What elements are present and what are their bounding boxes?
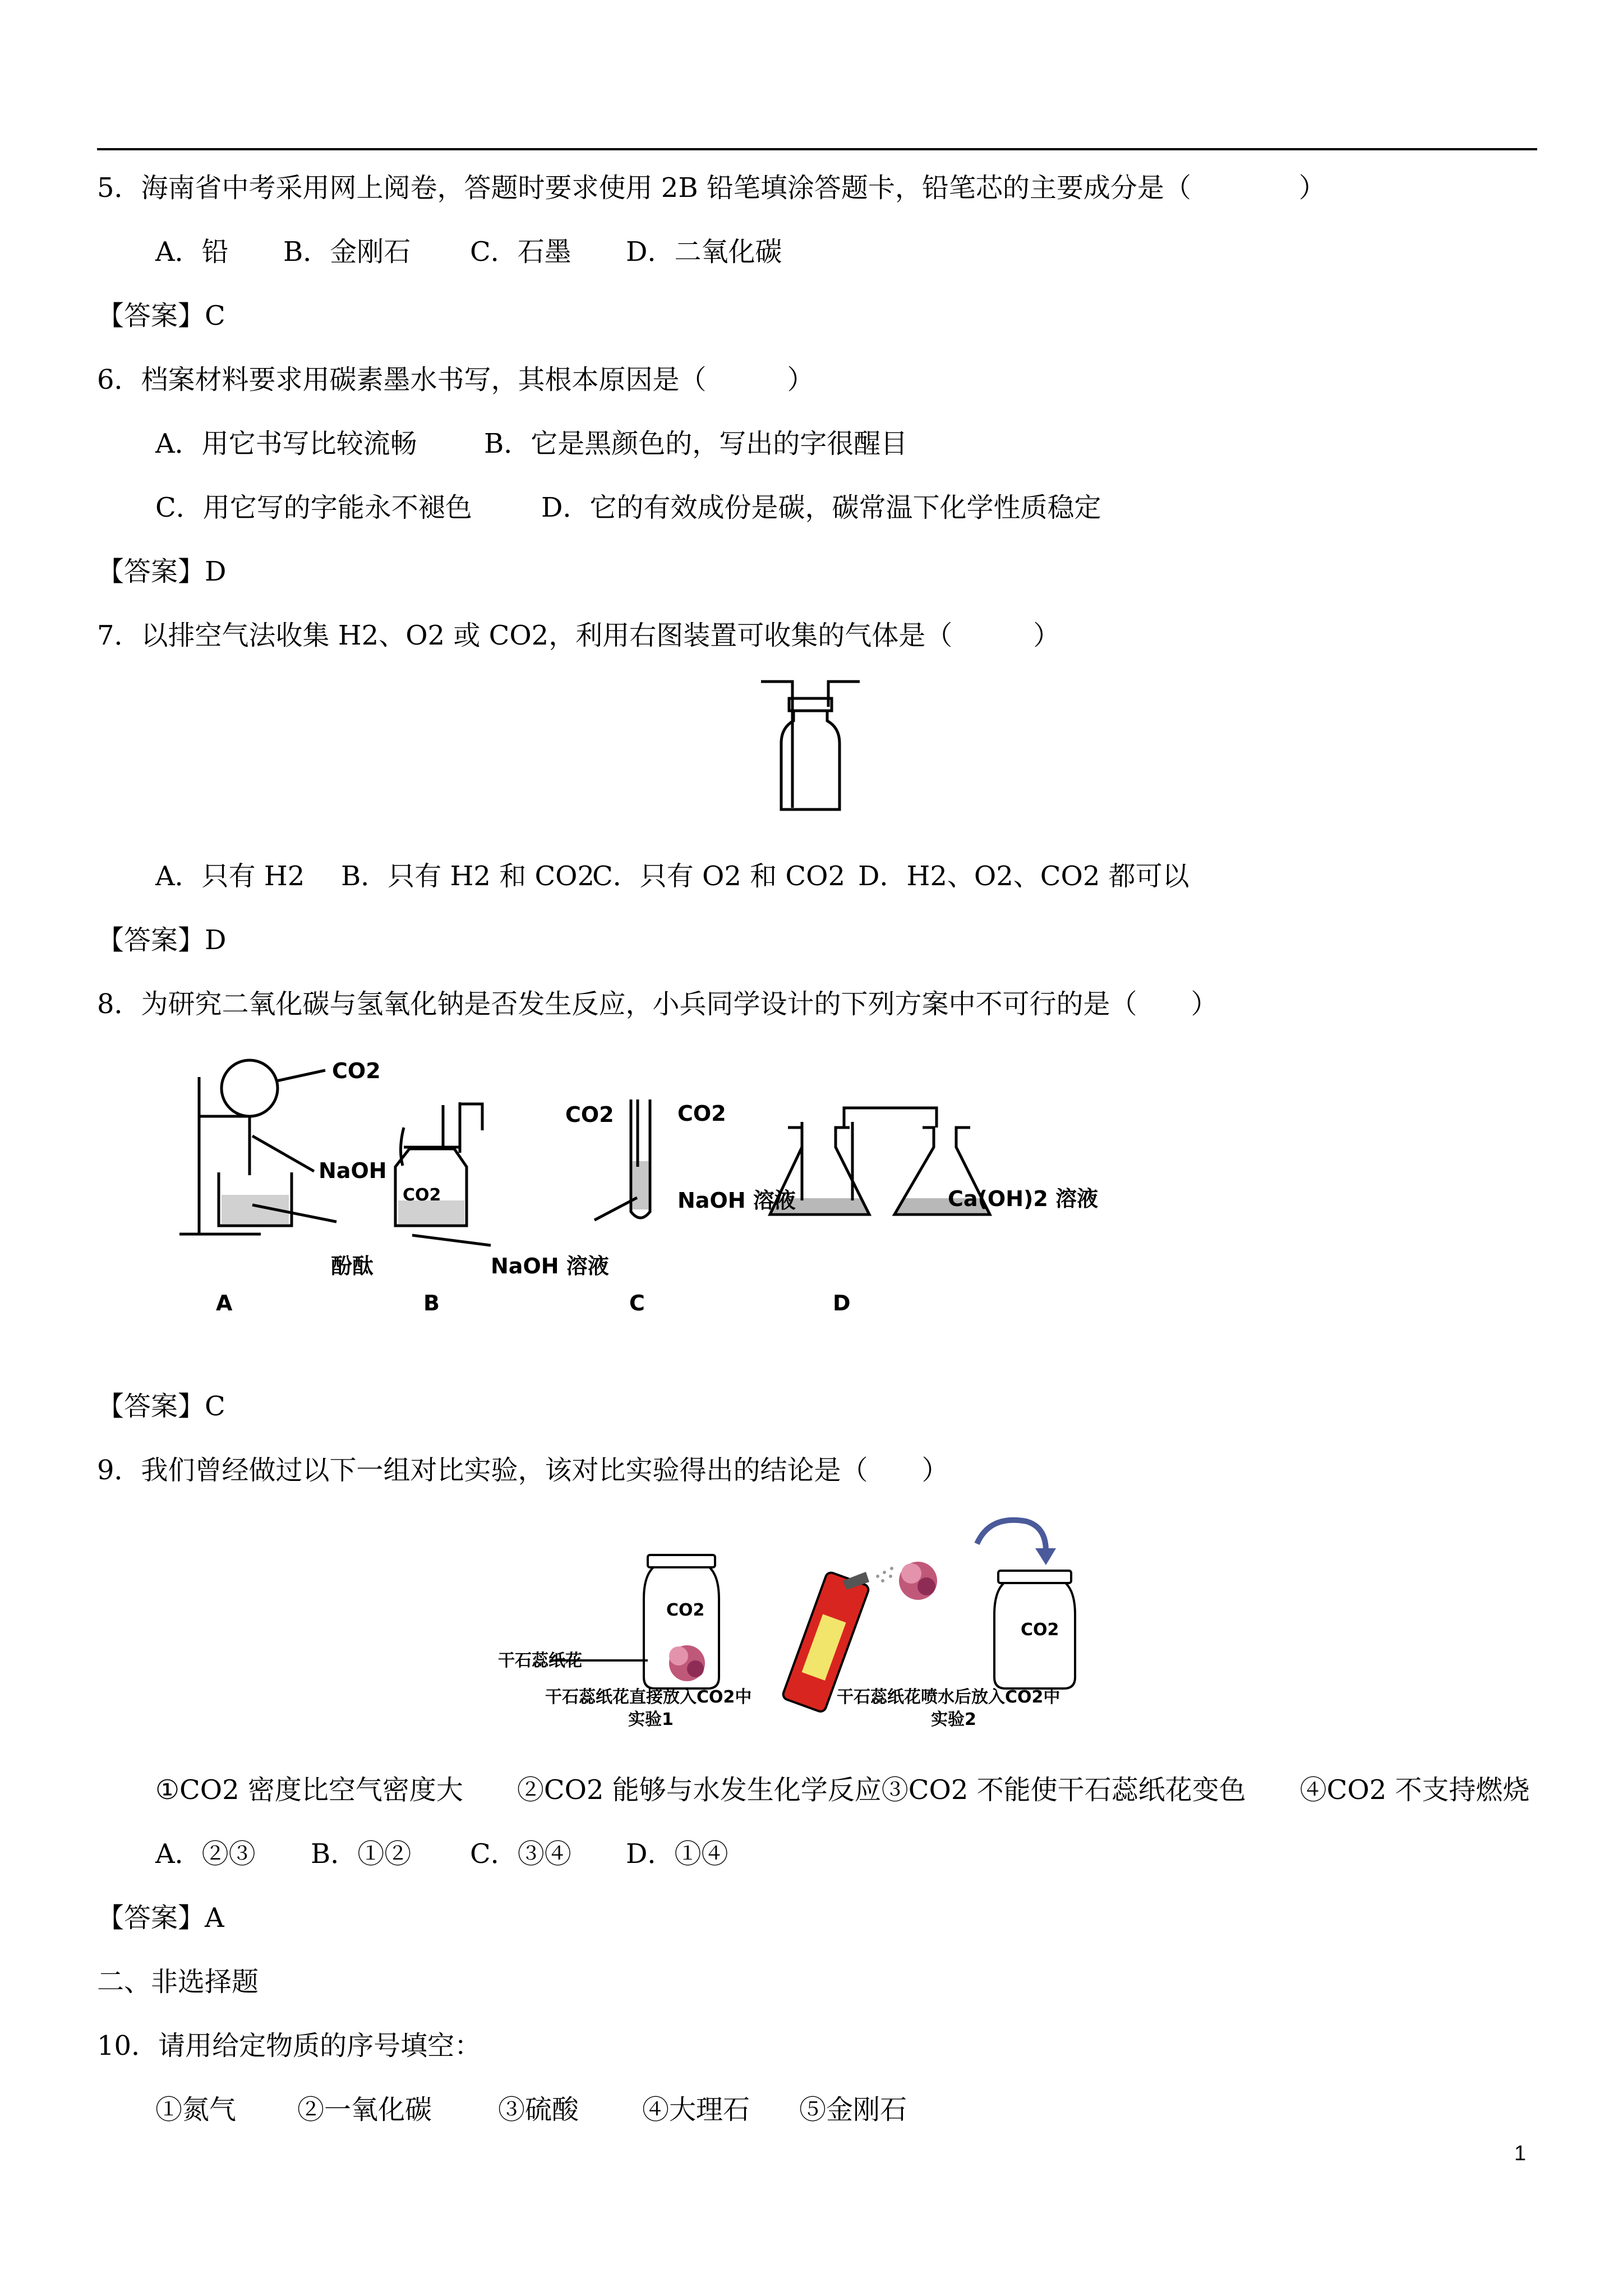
label-naoh-solution-b: NaOH 溶液 <box>491 1254 609 1278</box>
apparatus-label-c: C <box>629 1291 645 1315</box>
q6-answer: 【答案】D <box>97 556 227 587</box>
q9-statements: ①CO2 密度比空气密度大 ②CO2 能够与水发生化学反应③CO2 不能使干石蕊纸花变色 ④CO2 不支持燃烧 <box>155 1774 1530 1806</box>
q10-item: ⑤金刚石 <box>799 2094 907 2125</box>
q5-option-a: A．铅 <box>155 236 229 268</box>
label-naoh-a: NaOH <box>319 1158 387 1183</box>
apparatus-label-b: B <box>423 1291 440 1315</box>
page-number: 1 <box>1514 2142 1527 2165</box>
q7-answer: 【答案】D <box>97 924 227 956</box>
rose-flower-sprayed-icon <box>899 1562 937 1600</box>
q7-option-c: C．只有 O2 和 CO2 <box>592 861 846 892</box>
curved-arrow-icon <box>977 1520 1056 1565</box>
rose-flower-icon <box>669 1645 705 1681</box>
q9-answer: 【答案】A <box>97 1902 224 1934</box>
apparatus-label-d: D <box>833 1291 851 1315</box>
co2-naoh-experiment-figure <box>168 1032 1122 1335</box>
q5-option-d: D．二氧化碳 <box>626 236 782 268</box>
q9-stem: 9．我们曾经做过以下一组对比实验，该对比实验得出的结论是（ ） <box>97 1455 949 1486</box>
q6-stem: 6．档案材料要求用碳素墨水书写，其根本原因是（ ） <box>97 364 814 395</box>
flower-label: 干石蕊纸花 <box>498 1651 582 1671</box>
litmus-flower-experiment-figure <box>494 1509 1138 1745</box>
apparatus-label-a: A <box>216 1291 233 1315</box>
label-co2-d: CO2 <box>677 1101 726 1126</box>
exp1-caption: 干石蕊纸花直接放入CO2中 <box>545 1687 752 1707</box>
q10-item: ③硫酸 <box>498 2094 579 2125</box>
q5-answer: 【答案】C <box>97 300 225 332</box>
q7-stem: 7．以排空气法收集 H2、O2 或 CO2，利用右图装置可收集的气体是（ ） <box>97 620 1061 651</box>
q10-item: ①氮气 <box>155 2094 237 2125</box>
label-co2-a: CO2 <box>332 1059 381 1083</box>
jar1-co2-label: CO2 <box>666 1600 705 1620</box>
header-rule <box>97 148 1537 150</box>
exp1-label: 实验1 <box>628 1710 674 1729</box>
q9-option-c: C．③④ <box>470 1838 571 1870</box>
label-caoh2-solution: Ca(OH)2 溶液 <box>948 1186 1099 1211</box>
q9-option-b: B．①② <box>311 1838 412 1870</box>
q9-option-a: A．②③ <box>155 1838 256 1870</box>
label-naoh-solution-d: NaOH 溶液 <box>677 1188 796 1213</box>
q9-option-d: D．①④ <box>626 1838 728 1870</box>
q7-option-d: D．H2、O2、CO2 都可以 <box>858 861 1189 892</box>
q10-item: ④大理石 <box>642 2094 750 2125</box>
q6-option-c: C．用它写的字能永不褪色 <box>155 492 472 523</box>
jar2-co2-label: CO2 <box>1021 1620 1059 1640</box>
q7-option-a: A．只有 H2 <box>155 861 305 892</box>
q8-stem: 8．为研究二氧化碳与氢氧化钠是否发生反应，小兵同学设计的下列方案中不可行的是（ ） <box>97 988 1218 1020</box>
q10-item: ②一氧化碳 <box>297 2094 432 2125</box>
exp2-caption: 干石蕊纸花喷水后放入CO2中 <box>837 1687 1061 1707</box>
q5-stem: 5．海南省中考采用网上阅卷，答题时要求使用 2B 铅笔填涂答题卡，铅笔芯的主要成分是（ ） <box>97 172 1326 204</box>
label-co2-b: CO2 <box>403 1185 441 1205</box>
exp2-label: 实验2 <box>931 1710 976 1729</box>
q6-option-d: D．它的有效成份是碳，碳常温下化学性质稳定 <box>541 492 1101 523</box>
q6-option-b: B．它是黑颜色的，写出的字很醒目 <box>484 428 908 459</box>
gas-collection-bottle-figure <box>754 676 866 819</box>
label-phenol: 酚酞 <box>331 1254 374 1278</box>
label-co2-c: CO2 <box>565 1102 614 1127</box>
q8-answer: 【答案】C <box>97 1391 225 1422</box>
q10-stem: 10．请用给定物质的序号填空： <box>97 2030 482 2062</box>
q5-option-b: B．金刚石 <box>283 236 411 268</box>
q7-option-b: B．只有 H2 和 CO2 <box>341 861 595 892</box>
q5-option-c: C．石墨 <box>470 236 571 268</box>
section-heading: 二、非选择题 <box>97 1966 259 1998</box>
q6-option-a: A．用它书写比较流畅 <box>155 428 417 459</box>
